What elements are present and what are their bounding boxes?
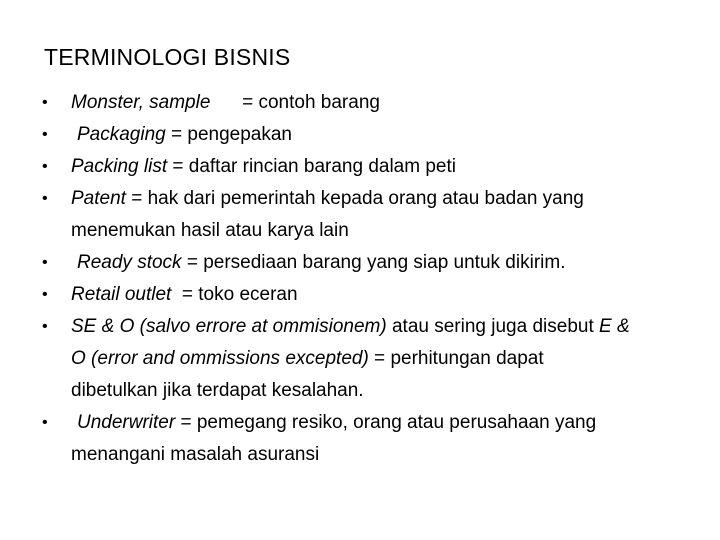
term: Packaging [77,124,166,145]
list-item [0,247,720,279]
list-item [0,87,720,119]
bullet-icon: • [42,158,48,175]
definition: pemegang resiko, orang atau perusahaan yang [196,412,597,433]
separator: = [171,284,199,305]
term: SE & O (salvo errore at ommisionem) [71,316,387,337]
definition-continued: menemukan hasil atau karya lain [71,220,349,241]
bullet-icon: • [42,254,48,271]
separator: = [368,348,391,369]
slide-title: TERMINOLOGI BISNIS [44,44,291,70]
bullet-icon: • [42,190,48,207]
separator: = [167,156,189,177]
bullet-icon: • [42,286,48,303]
term-alt: E & [599,316,630,337]
bullet-icon: • [42,318,48,335]
term-alt-continued: O (error and ommissions excepted) [71,348,369,369]
term: Patent [71,188,126,209]
definition: perhitungan dapat [390,348,544,369]
list-item [0,183,720,247]
definition: contoh barang [258,92,380,113]
separator: = [175,412,197,433]
separator: = [125,188,148,209]
list-item [0,119,720,151]
terminology-list [0,87,720,471]
list-item [0,311,720,407]
connector-text: atau sering juga disebut [386,316,600,337]
list-item [0,407,720,471]
definition: toko eceran [198,284,298,305]
separator: = [181,252,204,273]
bullet-icon: • [42,94,48,111]
definition-continued: dibetulkan jika terdapat kesalahan. [71,380,364,401]
term: Underwriter [77,412,176,433]
bullet-icon: • [42,126,48,143]
definition: daftar rincian barang dalam peti [188,156,456,177]
definition-continued: menangani masalah asuransi [71,444,320,465]
bullet-icon: • [42,414,48,431]
term: Packing list [71,156,168,177]
definition: pengepakan [187,124,292,145]
separator: = [210,92,259,113]
term: Ready stock [77,252,182,273]
separator: = [165,124,188,145]
term: Retail outlet [71,284,172,305]
list-item [0,279,720,311]
definition: persediaan barang yang siap untuk dikirim. [203,252,566,273]
definition: hak dari pemerintah kepada orang atau badan yang [147,188,584,209]
list-item [0,151,720,183]
term: Monster, sample [71,92,211,113]
